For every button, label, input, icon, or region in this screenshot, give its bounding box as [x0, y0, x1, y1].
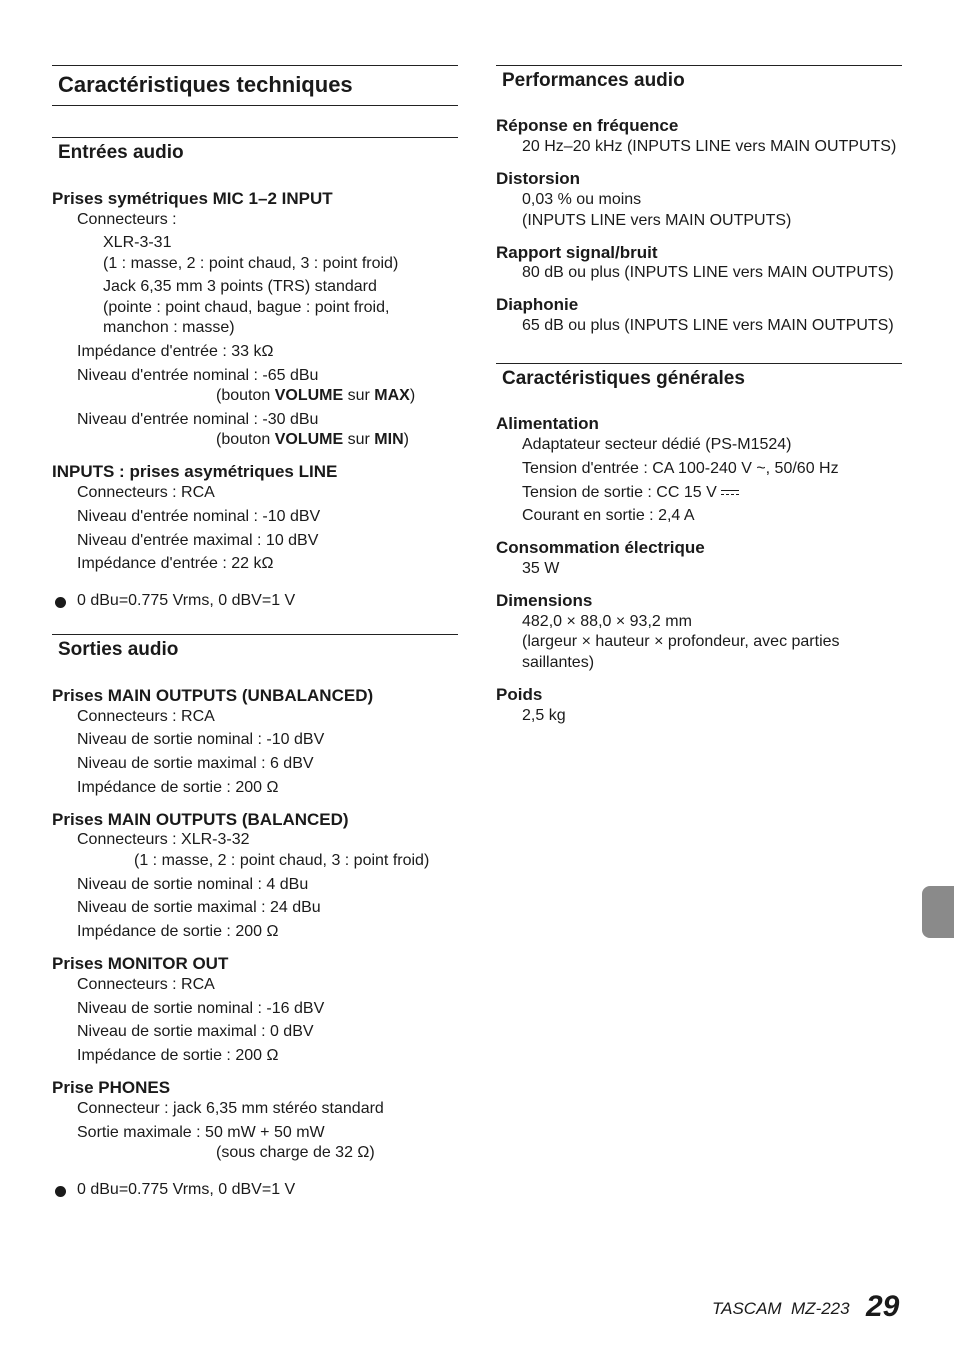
mic-level-min: Niveau d'entrée nominal : -30 dBu — [77, 411, 319, 428]
phones-heading: Prise PHONES — [52, 1078, 171, 1097]
footer-brand: TASCAM MZ-223 — [712, 1299, 850, 1318]
freq-value: 20 Hz–20 kHz (INPUTS LINE vers MAIN OUTPUTS) — [522, 138, 897, 155]
crosstalk-heading: Diaphonie — [496, 295, 579, 314]
inputs-section-rule — [52, 137, 458, 138]
power-heading: Alimentation — [496, 414, 599, 433]
balanced-impedance: Impédance de sortie : 200 Ω — [77, 923, 279, 940]
title-bottom-rule — [52, 105, 458, 106]
line-impedance: Impédance d'entrée : 22 kΩ — [77, 555, 274, 572]
unbalanced-heading: Prises MAIN OUTPUTS (UNBALANCED) — [52, 686, 374, 705]
consumption-value: 35 W — [522, 560, 560, 577]
general-section-heading: Caractéristiques générales — [502, 368, 745, 389]
dc-symbol-icon — [721, 489, 739, 497]
outputs-note: 0 dBu=0.775 Vrms, 0 dBV=1 V — [77, 1181, 296, 1198]
dimensions-note-1: (largeur × hauteur × profondeur, avec parties — [522, 633, 840, 650]
phones-load: (sous charge de 32 Ω) — [216, 1144, 375, 1161]
outputs-section-rule — [52, 634, 458, 635]
mic-jack: Jack 6,35 mm 3 points (TRS) standard — [103, 278, 377, 295]
performance-section-rule — [496, 65, 902, 66]
mic-jack-pins-1: (pointe : point chaud, bague : point froid, — [103, 299, 390, 316]
power-adapter: Adaptateur secteur dédié (PS-M1524) — [522, 436, 792, 453]
balanced-nominal: Niveau de sortie nominal : 4 dBu — [77, 876, 309, 893]
line-input-heading: INPUTS : prises asymétriques LINE — [52, 462, 338, 481]
freq-heading: Réponse en fréquence — [496, 116, 679, 135]
mic-level-max: Niveau d'entrée nominal : -65 dBu — [77, 367, 319, 384]
page-number: 29 — [866, 1290, 900, 1323]
balanced-heading: Prises MAIN OUTPUTS (BALANCED) — [52, 810, 349, 829]
dimensions-value: 482,0 × 88,0 × 93,2 mm — [522, 613, 692, 630]
line-connectors: Connecteurs : RCA — [77, 484, 215, 501]
monitor-nominal: Niveau de sortie nominal : -16 dBV — [77, 1000, 325, 1017]
monitor-maximal: Niveau de sortie maximal : 0 dBV — [77, 1023, 314, 1040]
phones-max-output: Sortie maximale : 50 mW + 50 mW — [77, 1124, 325, 1141]
power-output: Tension de sortie : CC 15 V — [522, 484, 717, 501]
mic-connectors-label: Connecteurs : — [77, 211, 177, 228]
balanced-connectors: Connecteurs : XLR-3-32 — [77, 831, 250, 848]
mic-xlr: XLR-3-31 — [103, 234, 172, 251]
consumption-heading: Consommation électrique — [496, 538, 705, 557]
weight-heading: Poids — [496, 685, 543, 704]
mic-xlr-pins: (1 : masse, 2 : point chaud, 3 : point froid) — [103, 255, 399, 272]
mic-level-max-note: (bouton VOLUME sur MAX) — [216, 387, 416, 404]
bullet-icon — [55, 597, 66, 608]
distortion-value-1: 0,03 % ou moins — [522, 191, 642, 208]
outputs-section-heading: Sorties audio — [58, 639, 179, 660]
snr-heading: Rapport signal/bruit — [496, 243, 658, 262]
power-current: Courant en sortie : 2,4 A — [522, 507, 695, 524]
unbalanced-nominal: Niveau de sortie nominal : -10 dBV — [77, 731, 325, 748]
power-input: Tension d'entrée : CA 100-240 V ~, 50/60 Hz — [522, 460, 839, 477]
mic-input-heading: Prises symétriques MIC 1–2 INPUT — [52, 189, 333, 208]
line-maximal: Niveau d'entrée maximal : 10 dBV — [77, 532, 319, 549]
bullet-icon — [55, 1186, 66, 1197]
title-top-rule — [52, 65, 458, 66]
monitor-impedance: Impédance de sortie : 200 Ω — [77, 1047, 279, 1064]
inputs-note: 0 dBu=0.775 Vrms, 0 dBV=1 V — [77, 592, 296, 609]
unbalanced-connectors: Connecteurs : RCA — [77, 708, 215, 725]
balanced-maximal: Niveau de sortie maximal : 24 dBu — [77, 899, 321, 916]
balanced-pins: (1 : masse, 2 : point chaud, 3 : point froid) — [134, 852, 430, 869]
snr-value: 80 dB ou plus (INPUTS LINE vers MAIN OUTPUTS) — [522, 264, 894, 281]
weight-value: 2,5 kg — [522, 707, 566, 724]
inputs-section-heading: Entrées audio — [58, 142, 184, 163]
dimensions-note-2: saillantes) — [522, 654, 595, 671]
distortion-value-2: (INPUTS LINE vers MAIN OUTPUTS) — [522, 212, 792, 229]
general-section-rule — [496, 363, 902, 364]
mic-impedance: Impédance d'entrée : 33 kΩ — [77, 343, 274, 360]
chapter-tab — [922, 886, 954, 938]
power-output-line — [522, 485, 739, 501]
unbalanced-impedance: Impédance de sortie : 200 Ω — [77, 779, 279, 796]
monitor-connectors: Connecteurs : RCA — [77, 976, 215, 993]
monitor-heading: Prises MONITOR OUT — [52, 954, 229, 973]
phones-connector: Connecteur : jack 6,35 mm stéréo standard — [77, 1100, 384, 1117]
mic-jack-pins-2: manchon : masse) — [103, 319, 235, 336]
dimensions-heading: Dimensions — [496, 591, 593, 610]
unbalanced-maximal: Niveau de sortie maximal : 6 dBV — [77, 755, 314, 772]
performance-section-heading: Performances audio — [502, 70, 685, 91]
distortion-heading: Distorsion — [496, 169, 581, 188]
mic-level-min-note: (bouton VOLUME sur MIN) — [216, 431, 409, 448]
crosstalk-value: 65 dB ou plus (INPUTS LINE vers MAIN OUTPUTS) — [522, 317, 894, 334]
line-nominal: Niveau d'entrée nominal : -10 dBV — [77, 508, 321, 525]
page-title: Caractéristiques techniques — [58, 72, 353, 97]
